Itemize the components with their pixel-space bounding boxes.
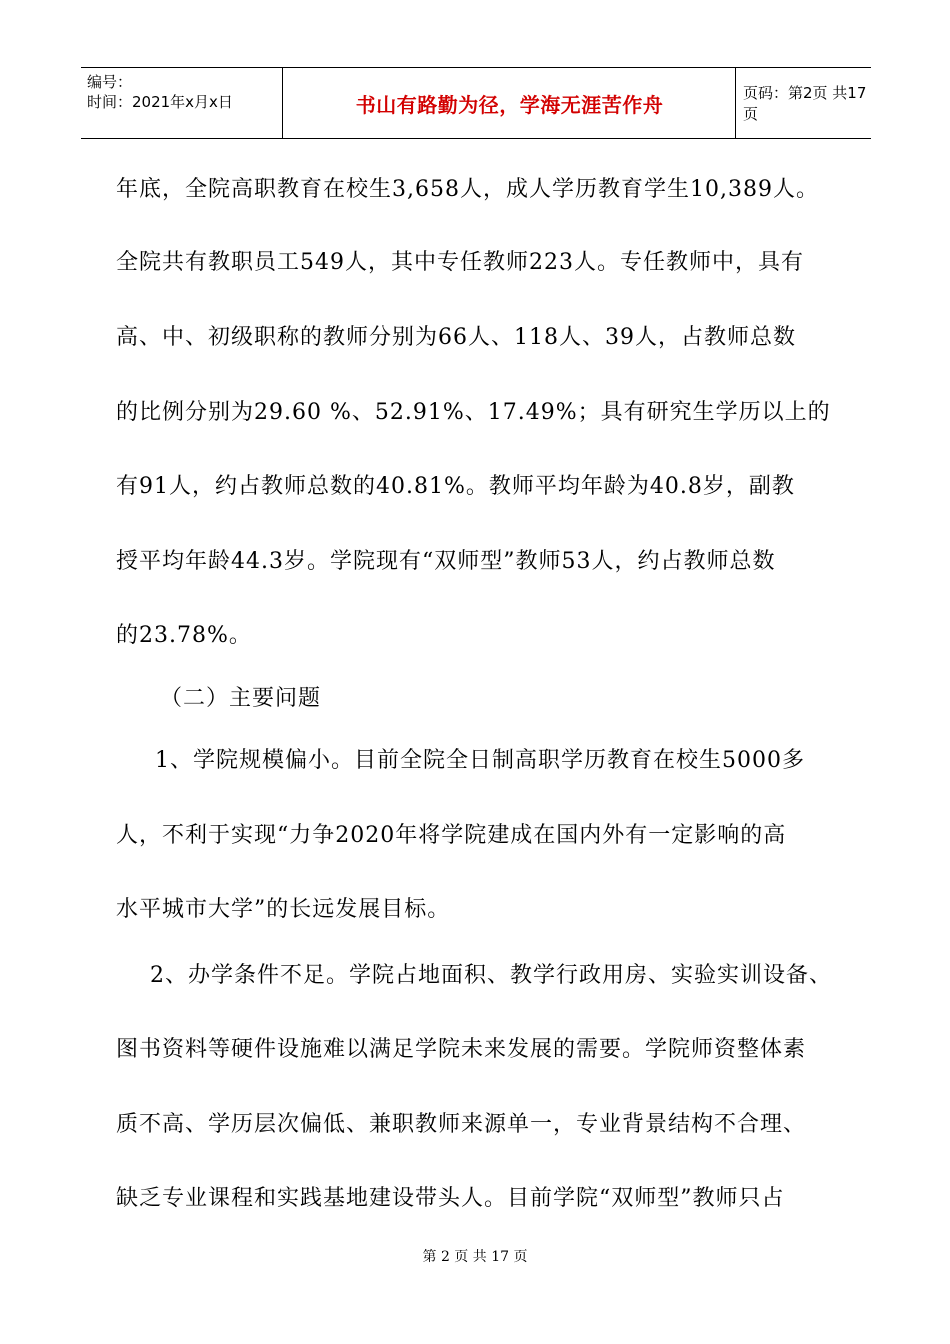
body-line: 授平均年龄44.3岁。学院现有“双师型”教师53人，约占教师总数 <box>116 549 776 574</box>
header-motto-cell <box>284 68 736 138</box>
body-line: 的23.78%。 <box>116 623 252 648</box>
body-line: 质不高、学历层次偏低、兼职教师来源单一，专业背景结构不合理、 <box>116 1112 807 1137</box>
footer-page-number: 第 2 页 共 17 页 <box>422 1249 528 1265</box>
section-heading: （二）主要问题 <box>160 686 322 711</box>
body-line: 1、学院规模偏小。目前全院全日制高职学历教育在校生5000多 <box>155 748 805 773</box>
doc-time-label: 时间：2021年x月x日 <box>87 93 233 111</box>
page-footer <box>0 1246 950 1266</box>
body-line: 2、办学条件不足。学院占地面积、教学行政用房、实验实训设备、 <box>150 963 832 988</box>
body-line: 年底，全院高职教育在校生3,658人，成人学历教育学生10,389人。 <box>116 177 819 202</box>
page-header <box>81 67 871 139</box>
body-line: 有91人，约占教师总数的40.81%。教师平均年龄为40.8岁，副教 <box>116 474 795 499</box>
body-line: 水平城市大学”的长远发展目标。 <box>116 897 451 922</box>
header-page-info <box>736 68 871 138</box>
body-line: 的比例分别为29.60 %、52.91%、17.49%；具有研究生学历以上的 <box>116 400 831 425</box>
body-line: 人，不利于实现“力争2020年将学院建成在国内外有一定影响的高 <box>116 823 787 848</box>
body-line: 高、中、初级职称的教师分别为66人、118人、39人，占教师总数 <box>116 325 796 350</box>
header-meta <box>81 68 283 138</box>
body-line: 缺乏专业课程和实践基地建设带头人。目前学院“双师型”教师只占 <box>116 1186 785 1211</box>
body-line: 图书资料等硬件设施难以满足学院未来发展的需要。学院师资整体素 <box>116 1037 807 1062</box>
doc-number-label: 编号： <box>87 73 133 91</box>
page-info-text: 页码：第2页 共17页 <box>743 84 867 123</box>
header-motto: 书山有路勤为径，学海无涯苦作舟 <box>355 92 664 117</box>
body-line: 全院共有教职员工549人，其中专任教师223人。专任教师中，具有 <box>116 250 804 275</box>
